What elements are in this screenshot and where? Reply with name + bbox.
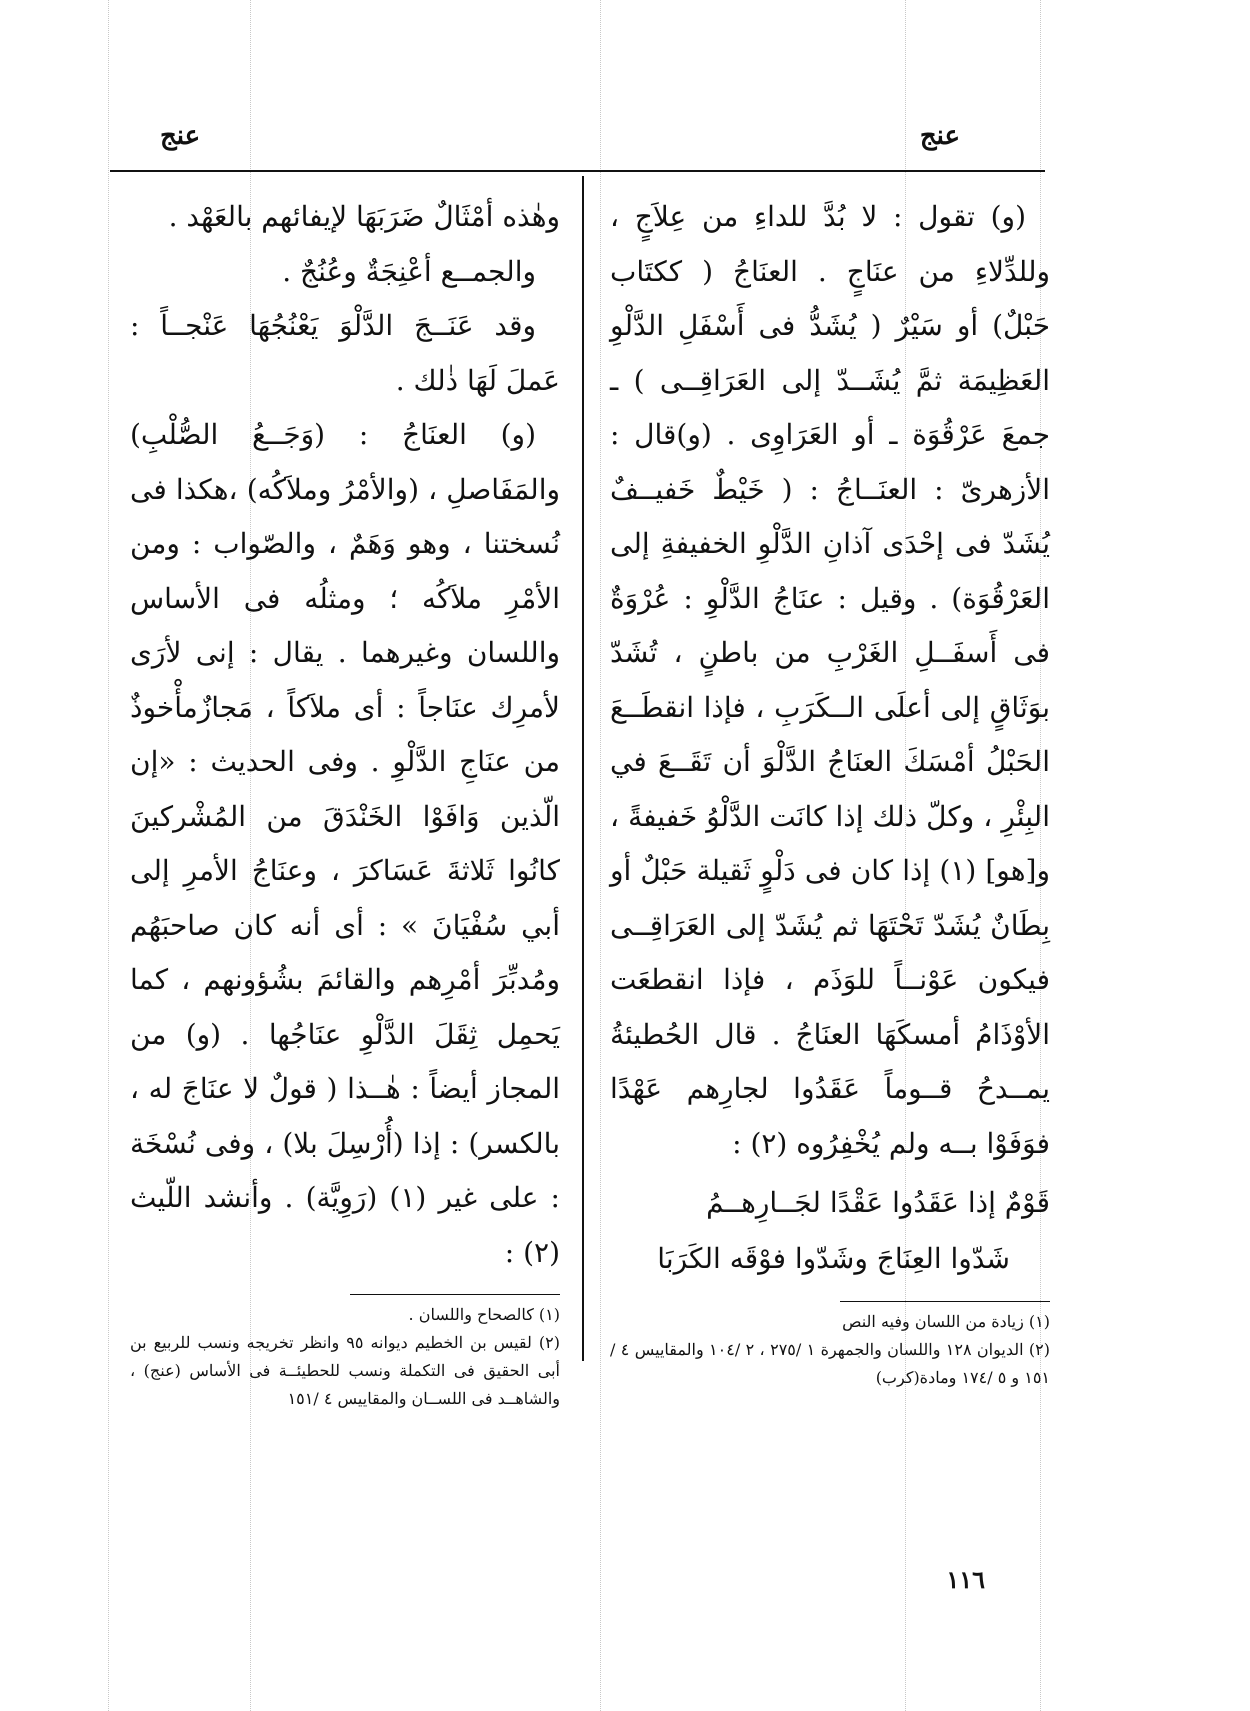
footnote: (٢) لقيس بن الخطيم ديوانه ٩٥ وانظر تخريجه ونسب للربيع بن أبى الحقيق فى التكملة ونسب للحطيئــة فى الأساس (عنج) ، والشاهــد فى اللســان والمقاييس ٤ /١٥١ <box>130 1333 560 1408</box>
footnote: (١) زيادة من اللسان وفيه النص <box>842 1312 1050 1331</box>
column-divider <box>582 176 584 1361</box>
scan-dotted-line <box>600 0 601 1711</box>
scan-dotted-line <box>108 0 109 1711</box>
left-footnotes <box>130 1301 560 1413</box>
poetry-verse <box>610 1175 1050 1287</box>
left-column-paragraph: وقد عَنَــجَ الدَّلْوَ يَعْنُجُهَا عَنْجــاً : عَملَ لَهَا ذٰلك . <box>130 309 560 397</box>
footnote: (١) كالصحاح واللسان . <box>408 1305 560 1324</box>
footnote-rule <box>350 1294 560 1295</box>
verse-hemistich-1: قَوْمٌ إذا عَقَدُوا عَقْدًا لجَــارِهــمُ <box>706 1186 1050 1219</box>
header-rule <box>110 170 1045 172</box>
right-footnotes <box>610 1308 1050 1392</box>
left-column-paragraph: والجمــع أعْنِجَةٌ وعُنُجٌ . <box>282 254 536 288</box>
running-header-left: عنج <box>160 121 201 151</box>
right-column <box>610 190 1050 1392</box>
left-column-paragraph: وهٰذه أمْثَالٌ ضَرَبَهَا لإيفائهم بالعَهْد . <box>168 200 560 233</box>
footnote: (٢) الديوان ١٢٨ واللسان والجمهرة ١ /٢٧٥ ، ٢ /١٠٤ والمقاييس ٤ /١٥١ و ٥ /١٧٤ ومادة(كرب) <box>610 1340 1051 1387</box>
running-header-right: عنج <box>919 121 960 151</box>
left-column-paragraph: (و) العنَاجُ : (وَجَــعُ الصُّلْبِ) والمَفَاصلِ ، (والأمْرُ وملاَكُه) ،هكذا فى نُسختنا ، وهو وَهَمٌ ، والصّواب : ومن الأمْرِ ملاَكُه ؛ ومثلُه فى الأساس واللسان وغيرهما . يقال : إنى لأرَى لأمرِك عنَاجاً : أى ملاَكاً ، مَجازٌمأْخوذٌ من عنَاجِ الدَّلْوِ . وفى الحديث : «إن الّذين وَافَوْا الخَنْدَقَ من المُشْركينَ كانُوا ثَلاثةَ عَسَاكرَ ، وعنَاجُ الأمرِ إلى أبي سُفْيَانَ » : أى أنه كان صاحبَهُم ومُدبِّرَ أمْرِهم والقائمَ بشُؤونهم ، كما يَحمِل ثِقَلَ الدَّلْوِ عنَاجُها . (و) من المجاز أيضاً : هٰــذا ( قولٌ لا عنَاجَ له ، بالكسر) : إذا (أُرْسِلَ بلا) ، وفى نُسْخَة : على غير (١) (رَوِيَّة) . وأنشد اللّيث (٢) : <box>130 418 560 1269</box>
page-number: ١١٦ <box>946 1565 985 1594</box>
footnote-rule <box>840 1301 1050 1302</box>
right-column-paragraph: (و) تقول : لا بُدَّ للداءِ من عِلاَجٍ ، وللدِّلاءِ من عنَاجٍ . العنَاجُ ( ككتَاب حَبْلٌ) أو سَيْرٌ ( يُشَدُّ فى أَسْفَلِ الدَّلْوِ العَظِيمَة ثمَّ يُشَــدّ إلى العَرَاقِــى ) ـ جمعَ عَرْقُوَة ـ أو العَرَاوِى . (و)قال : الأزهرىّ : العنَــاجُ : ( خَيْطٌ خَفيــفٌ يُشَدّ فى إحْدَى آذانِ الدَّلْوِ الخفيفةِ إلى العَرْقُوَة) . وقيل : عنَاجُ الدَّلْوِ : عُرْوَةٌ فى أَسفَــلِ الغَرْبِ من باطنٍ ، تُشَدّ بوَثَاقٍ إلى أعلَى الــكَرَبِ ، فإذا انقطَــعَ الحَبْلُ أمْسَكَ العنَاجُ الدَّلْوَ أن تَقَــعَ في البِئْرِ ، وكلّ ذلك إذا كانَت الدَّلْوُ خَفيفةً ، و[هو] (١) إذا كان فى دَلْوٍ ثَقيلة حَبْلٌ أو بِطَانٌ يُشَدّ تَحْتَهَا ثم يُشَدّ إلى العَرَاقِــى فيكون عَوْنــاً للوَذَم ، فإذا انقطعَت الأوْذَامُ أمسكَهَا العنَاجُ . قال الحُطيئةُ يمــدحُ قــوماً عَقَدُوا لجارِهم عَهْدًا فوَفَوْا بــه ولم يُخْفِرُوه (٢) : <box>610 200 1050 1160</box>
left-column <box>130 190 560 1413</box>
verse-hemistich-2: شَدّوا العِنَاجَ وشَدّوا فوْقَه الكَرَبَا <box>657 1242 1010 1275</box>
